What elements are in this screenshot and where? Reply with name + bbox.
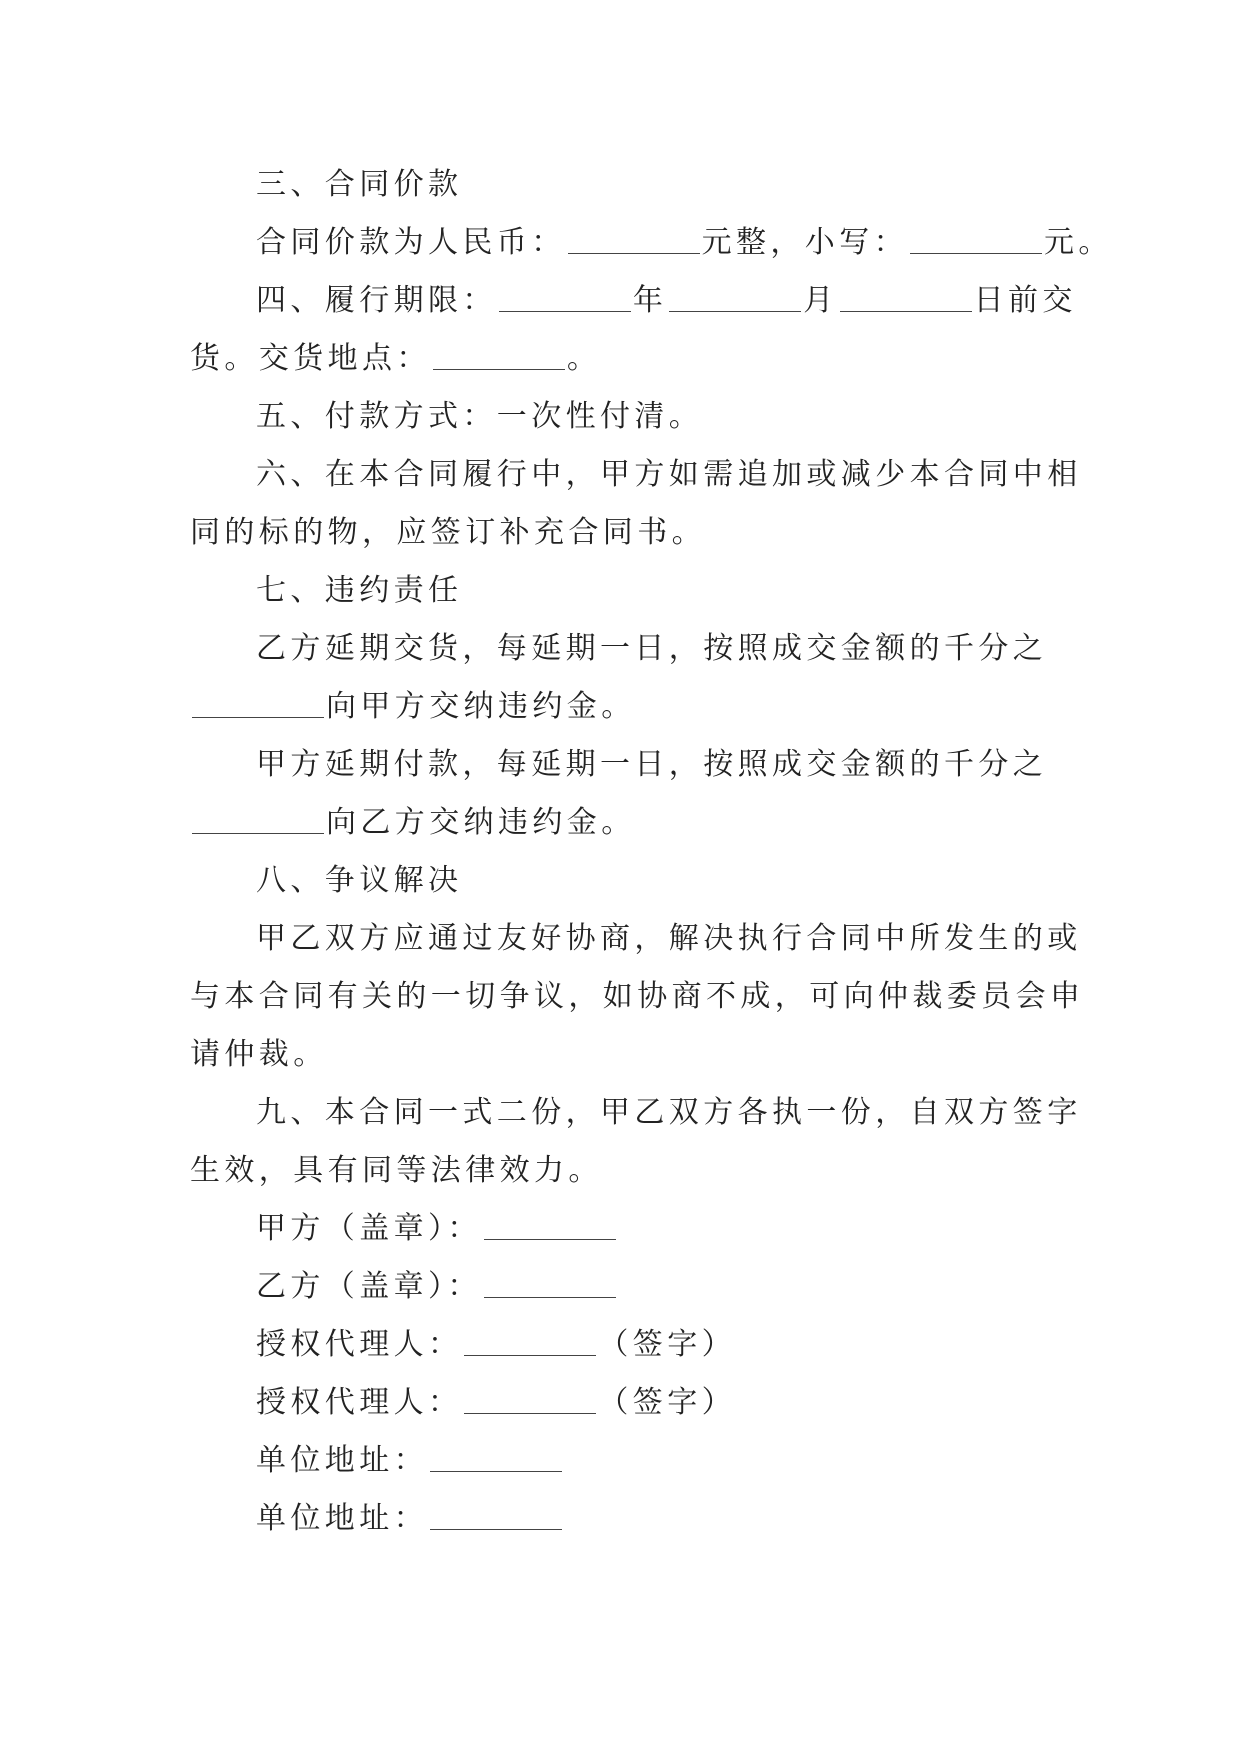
penalty-rate-a-blank[interactable] bbox=[192, 805, 324, 834]
liability-b-line1: 乙方延期交货，每延期一日，按照成交金额的千分之 bbox=[256, 631, 1048, 666]
address-a-line: 单位地址： bbox=[190, 1432, 1052, 1490]
party-a-seal-blank[interactable] bbox=[484, 1211, 616, 1240]
agent-a-blank[interactable] bbox=[464, 1327, 596, 1356]
dispute-line3: 请仲裁。 bbox=[190, 1037, 328, 1072]
liability-b-line2: 向甲方交纳违约金。 bbox=[190, 678, 1052, 736]
dispute-line2: 与本合同有关的一切争议，如协商不成，可向仲裁委员会申 bbox=[190, 979, 1085, 1014]
amount-words-blank[interactable] bbox=[568, 225, 700, 254]
party-b-seal-blank[interactable] bbox=[484, 1269, 616, 1298]
dispute-line1: 甲乙双方应通过友好协商，解决执行合同中所发生的或 bbox=[256, 921, 1082, 956]
month-blank[interactable] bbox=[669, 283, 801, 312]
copies-line1: 九、本合同一式二份，甲乙双方各执一份，自双方签字 bbox=[256, 1095, 1082, 1130]
agent-a-line: 授权代理人： （签字） bbox=[256, 1327, 737, 1362]
agent-b-blank[interactable] bbox=[464, 1385, 596, 1414]
liability-a-line2: 向乙方交纳违约金。 bbox=[190, 794, 1052, 852]
agent-b-line: 授权代理人： （签字） bbox=[256, 1385, 737, 1420]
section-heading-liability: 七、违约责任 bbox=[256, 573, 463, 608]
party-a-seal-line: 甲方（盖章）： bbox=[190, 1200, 1052, 1258]
liability-a-line1: 甲方延期付款，每延期一日，按照成交金额的千分之 bbox=[256, 747, 1048, 782]
day-blank[interactable] bbox=[840, 283, 972, 312]
address-b-blank[interactable] bbox=[430, 1501, 562, 1530]
address-a-blank[interactable] bbox=[430, 1443, 562, 1472]
price-clause: 合同价款为人民币： 元整，小写： 元。 bbox=[256, 225, 1113, 260]
penalty-rate-b-blank[interactable] bbox=[192, 689, 324, 718]
section-heading-dispute: 八、争议解决 bbox=[256, 863, 463, 898]
payment-clause: 五、付款方式：一次性付清。 bbox=[256, 399, 704, 434]
adjust-clause-line1: 六、在本合同履行中，甲方如需追加或减少本合同中相 bbox=[256, 457, 1082, 492]
term-clause-line2: 货。交货地点： 。 bbox=[190, 341, 602, 376]
year-blank[interactable] bbox=[499, 283, 631, 312]
contract-body bbox=[190, 156, 1113, 1548]
adjust-clause-line2: 同的标的物，应签订补充合同书。 bbox=[190, 515, 706, 550]
delivery-place-blank[interactable] bbox=[433, 341, 565, 370]
party-b-seal-line: 乙方（盖章）： bbox=[190, 1258, 1052, 1316]
section-heading-price: 三、合同价款 bbox=[256, 167, 463, 202]
amount-figures-blank[interactable] bbox=[910, 225, 1042, 254]
address-b-line: 单位地址： bbox=[190, 1490, 1052, 1548]
term-clause-line1: 四、履行期限： 年 月 日前交 bbox=[256, 283, 1077, 318]
copies-line2: 生效，具有同等法律效力。 bbox=[190, 1153, 603, 1188]
